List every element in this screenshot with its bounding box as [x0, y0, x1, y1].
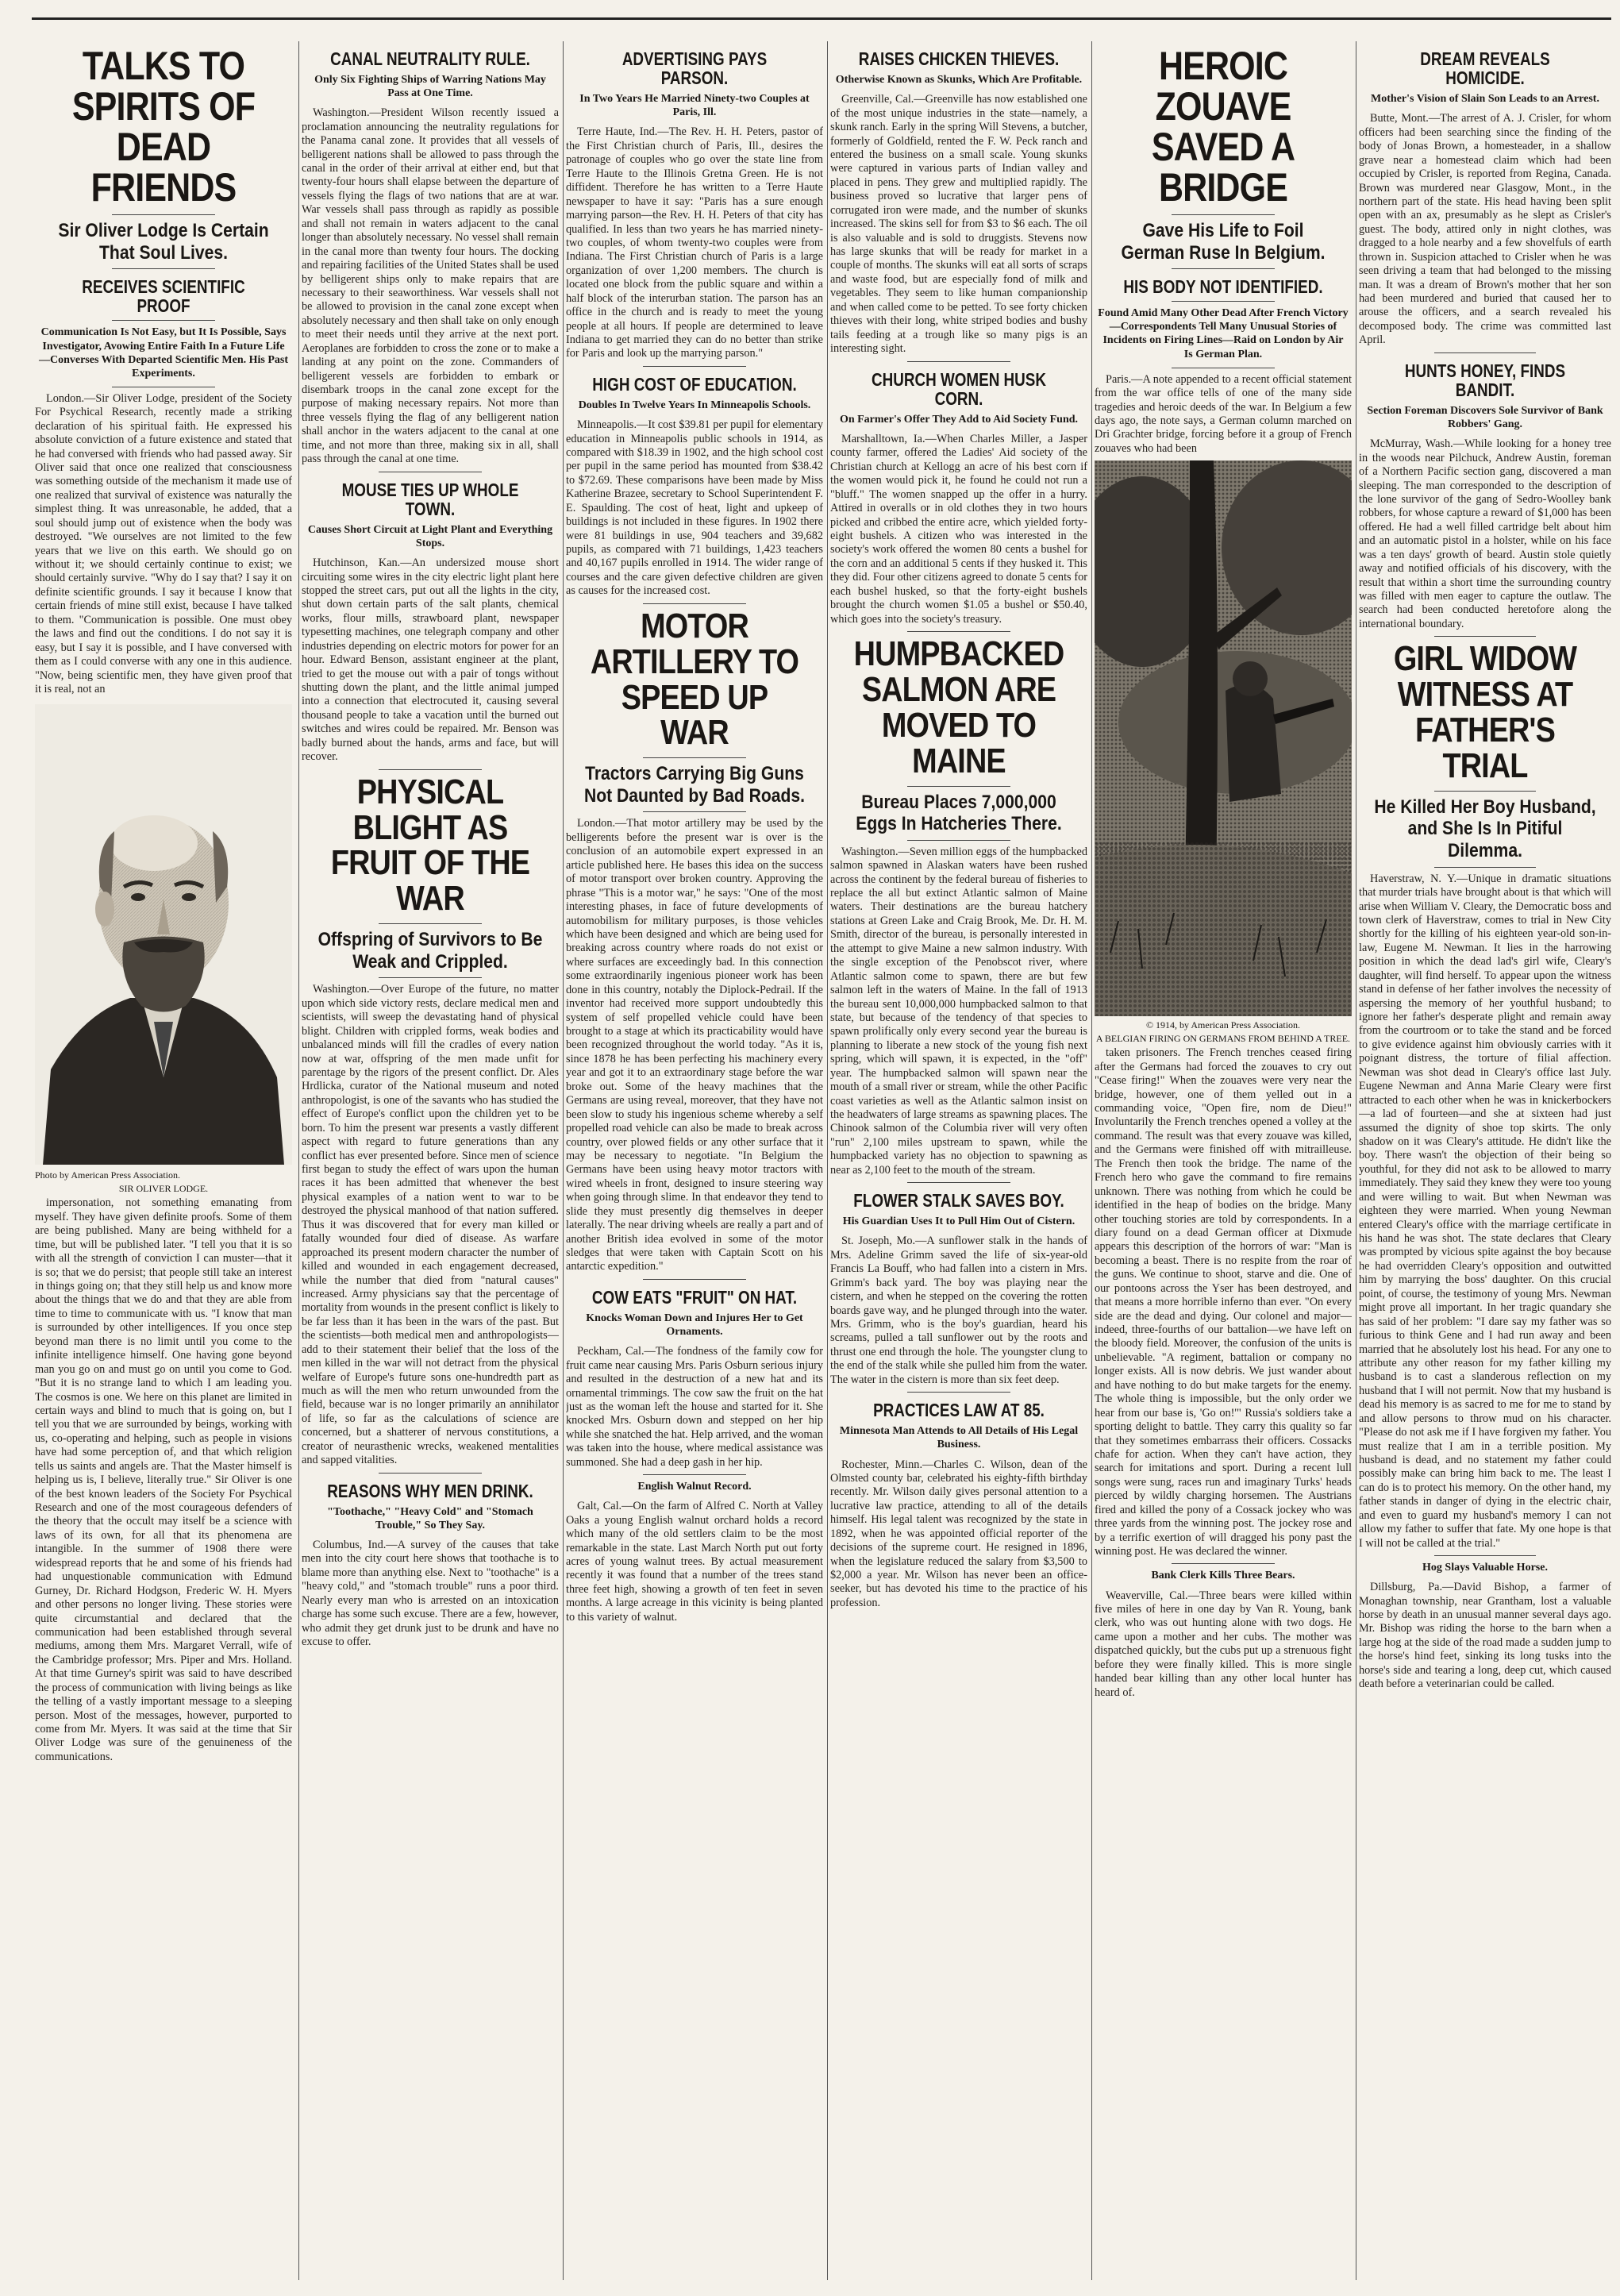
column-5: [1095, 41, 1352, 2280]
deck: In Two Years He Married Ninety-two Couples at Paris, Ill.: [579, 93, 810, 119]
article-body: London.—That motor artillery may be used by the belligerents before the present war is over is the conclusion of an automobile expert expressed in an article published here. He bases this idea on the success of motor transport over broken country. Approving the phrase "This is a motor war," he says: "One of the most interesting phases, in face of future developments of automobilism for military purposes, is those vehicles which have been designed and which are being used for breaking across country where roads do not exist or where surfaces are exceedingly bad. In this connection some extraordinarily ingenious pioneer work has been done in this country, notably the Diplock-Pedrail. If the inventor had received more support undoubtedly this system of self propelled vehicle could have been brought to a stage at which its practicability would have been recognized throughout the world today. "As it is, since 1878 he has been perfecting his machinery every year and got it to an extraordinary stage before the war broke out. Some of the heavy machines that the Germans are using reveal, moreover, that they have not been slow to study his ingenious scheme whereby a self propelled road vehicle can also be made to break across country, over plowed fields or any other surface that it may be necessary to negotiate. "In Belgium the Germans have been using heavy motor tractors with wired wheels in front, designed to insure steering way when going through slime. In that endeavor they tend to slide they must presently dig themselves in deeper laterally. The near driving wheels are really a part and of another British idea evolved in some of the motor sledges that were taken with Captain Scott on his antarctic expedition.": [566, 817, 823, 1273]
article-body: Terre Haute, Ind.—The Rev. H. H. Peters, pastor of the First Christian church of Paris, Ill., desires the patronage of couples who go over the state line from Terre Haute to the Illinois Gretna Green. He is not diffident. Therefore he has written to a Terre Haute newspaper to have it say: "Paris has a sure enough marrying parson—the Rev. H. H. Peters of that city has qualified. In less than two years he has married ninety-two couples, of whom twenty-two couples were from Indiana. The First Christian church of Paris is a large organization of over 1,200 members. The church is located one block from the public square and within a half block of the interurban station. The parson has an office in the church and is ready to meet the young people at all hours. If people are determined to leave Indiana to get married they can do no better than strike for Paris and look up the marrying parson.": [566, 125, 823, 360]
article-body: Washington.—President Wilson recently issued a proclamation announcing the neutrality regulations for the Panama canal zone. It provides that all vessels of belligerent nations shall be allowed to pass through the canal in the order of their arrival at either end, but that twenty-four hours shall elapse between the departure of vessels flying the flags of two nations that are at war. War vessels shall pass through as rapidly as possible and shall not remain in waters adjacent to the canal longer than absolutely necessary. No vessel shall remain in the canal more than twenty four hours. The docking and repairing facilities of the United States shall be used by belligerent ships only to make repairs that are necessary to their seaworthiness. War vessels shall not be allowed to provision in the canal zone except when absolutely necessary and then shall take on only enough to meet their needs until they arrive at the next port. Aeroplanes are forbidden to cross the zone or to make a landing at any point on the zone. Commanders of belligerent vessels are forbidden to embark or disembark troops in the canal zone except for the purpose of making necessary repairs. Not more than three vessels flying the flag of any belligerent nation shall anchor in the waters adjacent to the canal at one time, and not more than three, making six in all, shall pass through the canal at one time.: [302, 106, 559, 466]
subhead: RECEIVES SCIENTIFIC PROOF: [82, 276, 245, 317]
article-body: impersonation, not something emanating from myself. They have given definite proofs. Some of them are being published. Many are being withheld for a time, but will be published later. "I tell you that it is so with all the strength of conviction I can muster—that it is so; that we do persist; that people still take an interest in things going on; that they still help us and know more about the things that we do and that they are able from time to time to communicate with us. "I know that man is surrounded by other intelligences. If you once step beyond man there is no limit until you come to the infinite intelligence himself. One having gone beyond man you go on and must go on until you come to God. "But it is no strange land to which I am leading you. The cosmos is one. We here on this planet are limited in certain ways and blind to much that is going on, but I tell you that we are surrounded by beings, working with us, co-operating and helping, such as people in visions have had some perception of, and that which religion tells us saints and angels are. That the Master himself is helping us is, I believe, literally true." Sir Oliver is one of the best known leaders of the Society For Psychical Research and one of the most courageous defenders of the theory that the occult may itself be a science with laws of its own, for all that its phenomena are intangible. In the summer of 1908 there were widespread reports that he and some of his friends had had unquestionable communication with Edmund Gurney, Dr. Richard Hodgson, Frederic W. H. Myers and other persons no longer living. These stories were quite circumstantial and declared that the communication had been established through several mediums, among them Mrs. Margaret Verrall, wife of the Cambridge professor; Mrs. Piper and Mrs. Holland. At that time Gurney's spirit was said to have described the process of communication with living beings as like the telling of a vastly important message to a sleeping person. Most of the messages, however, purported to come from Mr. Myers. It was said at the time that Sir Oliver Lodge was sure of the genuineness of the communications.: [35, 1196, 292, 1763]
headline: PHYSICAL BLIGHT AS FRUIT OF THE WAR: [330, 772, 530, 919]
column-rule: [827, 41, 828, 2280]
photo-credit: © 1914, by American Press Association.: [1145, 1019, 1301, 1031]
headline: GIRL WIDOW WITNESS AT FATHER'S TRIAL: [1393, 639, 1577, 785]
photo-caption: A BELGIAN FIRING ON GERMANS FROM BEHIND A TREE.: [1095, 1033, 1351, 1045]
subhead: He Killed Her Boy Husband, and She Is In Pitiful Dilemma.: [1374, 796, 1596, 862]
article-body: taken prisoners. The French trenches ceased firing after the Germans had forced the zouaves to cry out "Cease firing!" When the zouaves were very near the bridge, however, one of them yelled out in a commanding voice, "Open fire, nom de Dieu!" Involuntarily the French trenches opened a volley at the command. The result was that every zouave was killed, and the Germans were finished off with mitrailleuse. The French then took the bridge. The name of the French hero who gave the command to fire remains unknown. There was nothing from which he could be identified in the heap of bodies on the bridge. Many other touching stories are told by correspondents. In a diary found on a dead German officer at Dixmude appears this description of the horrors of war: "Man is becoming a beast. There is no respite from the roar of the guns. We continue to shoot, starve and die. One of our pontoons across the Yser has been destroyed, and that means a more horrible inferno than ever. "On every side are the dead and dying. Our colonel and major—indeed, three-fourths of our battalion—we have left on the bloody field. Moreover, the confusion of the units is unbelievable. "A regiment, battalion or company no longer exists. All is now debris. We just wander about and have nothing to do but make targets for the enemy. The whole thing is impossible, but the only order we hear from our base is, 'Go on!'" Russia's soldiers take a sporting delight to battle. They carry this quality so far that they sometimes embarrass their officers. Cossacks chafe for action. When they can't have action, they search for imitations and sport. During a recent lull songs were sung, races run and imaginary Turks' heads pierced by wildly charging horsemen. The Austrians fired and killed the pony of a Cossack jockey who was three yards from the winning post. The jockey rose and by a terrific exertion of will dragged his pony past the winning post. He was declared the winner.: [1095, 1046, 1352, 1558]
deck: Found Amid Many Other Dead After French Victory—Correspondents Tell Many Unusual Stories of Incidents on Firing Lines—Raid on London by Air Is German Plan.: [1098, 307, 1349, 360]
subhead: HIS BODY NOT IDENTIFIED.: [1123, 276, 1323, 298]
article-body: Minneapolis.—It cost $39.81 per pupil for elementary education in Minneapolis public schools in 1914, as compared with $18.39 in 1902, and the high school cost per pupil in the same period has mounted from $38.42 to $72.69. These comparisons have been made by Miss Katherine Brazee, secretary to School Superintendent F. E. Spaulding. The cost of heat, light and upkeep of buildings is not included in these figures. In 1902 there were 81 buildings in use, 904 teachers and 39,682 pupils, as compared with 71 buildings, 1,423 teachers and 40,167 pupils enrolled in 1914. The wider range of courses and the care given defective children are given as causes for the increased cost.: [566, 418, 823, 598]
column-3: [566, 41, 823, 2280]
top-rule: [32, 17, 1611, 20]
war-image: [1095, 460, 1352, 1016]
column-4: [830, 41, 1087, 2280]
subhead: Sir Oliver Lodge Is Certain That Soul Lives.: [58, 220, 269, 264]
photo-caption: SIR OLIVER LODGE.: [118, 1183, 209, 1195]
deck: His Guardian Uses It to Pull Him Out of Cistern.: [842, 1215, 1076, 1228]
headline: CANAL NEUTRALITY RULE.: [330, 48, 530, 69]
portrait-image: [35, 704, 292, 1165]
headline: MOTOR ARTILLERY TO SPEED UP WAR: [590, 606, 799, 753]
headline: COW EATS "FRUIT" ON HAT.: [591, 1286, 798, 1308]
headline: HIGH COST OF EDUCATION.: [592, 373, 797, 395]
headline: RAISES CHICKEN THIEVES.: [858, 48, 1060, 69]
subhead: Gave His Life to Foil German Ruse In Belgium.: [1121, 220, 1326, 264]
headline: HUMPBACKED SALMON ARE MOVED TO MAINE: [853, 634, 1064, 780]
subhead: Tractors Carrying Big Guns Not Daunted by Bad Roads.: [583, 763, 806, 807]
column-2: [302, 41, 559, 2280]
photo-credit: Photo by American Press Association.: [35, 1169, 180, 1181]
deck: "Toothache," "Heavy Cold" and "Stomach Trouble," So They Say.: [327, 1505, 533, 1531]
headline: HEROIC ZOUAVE SAVED A BRIDGE: [1151, 44, 1295, 210]
column-rule: [563, 41, 564, 2280]
article-body: Butte, Mont.—The arrest of A. J. Crisler, for whom officers had been searching since the finding of the body of Jonas Brown, a homesteader, in a shallow grave near a homestead claim which had been occupied by Crisler, is reported from Regina, Canada. Brown was murdered near Glasgow, Mont., in the northern part of the state. His head having been split open with an ax, presumably as he slept as Crisler's guest. The body, attired only in night clothes, was dragged to a hole nearby and a few shovelfuls of earth thrown in. Suspicion attached to Crisler when he was seen driving a team that had belonged to the missing man. It was a dream of Brown's mother that her son had been murdered and buried that caused her to arouse the officers, and a search revealed his decomposed body. The crime was committed last April.: [1359, 112, 1611, 347]
deck: On Farmer's Offer They Add to Aid Society Fund.: [839, 413, 1079, 426]
deck: Otherwise Known as Skunks, Which Are Profitable.: [835, 74, 1083, 87]
article-body: London.—Sir Oliver Lodge, president of the Society For Psychical Research, recently made a striking declaration of his spiritual faith. He expressed his absolute conviction of a future existence and stated that he had conversed with friends who had passed away. Sir Oliver said that once one realized that consciousness was something outside of the mechanism it made use of one realized that survival of existence was naturally the simplest thing. It was unreasonable, he added, that a soul should jump out of existence when the body was destroyed. "We ourselves are not limited to the few years that we live on this earth. We should go on without it; we should certainly continue to exist; we should certainly survive. "Why do I say that? I say it on definite scientific grounds. I say it because I know that certain friends of mine still exist, because I have talked to them. "Communication is possible. One must obey the laws and find out the conditions. I do not say it is easy, but I say it is possible, and I have conversed with them as I could converse with any one in this audience. "Now, being scientific men, they have given proof that it is real, not an: [35, 391, 292, 695]
headline: REASONS WHY MEN DRINK.: [327, 1480, 533, 1501]
deck: Minnesota Man Attends to All Details of His Legal Business.: [839, 1425, 1079, 1451]
deck: Only Six Fighting Ships of Warring Nations May Pass at One Time.: [314, 74, 546, 100]
headline: PRACTICES LAW AT 85.: [873, 1400, 1045, 1421]
deck: Mother's Vision of Slain Son Leads to an Arrest.: [1371, 93, 1599, 106]
headline: Hog Slays Valuable Horse.: [1422, 1562, 1548, 1574]
article-body: Rochester, Minn.—Charles C. Wilson, dean of the Olmsted county bar, celebrated his eighty-fifth birthday recently. Mr. Wilson daily gives personal attention to a lucrative law practice, attending to all of the details himself. His legal talent was recognized by the state in 1892, when he was appointed official reporter of the decisions of the supreme court. He resigned in 1896, when the legislature reduced the salary from $3,500 to $2,000 a year. Mr. Wilson has never been an office-seeker, but has devoted his time to the practice of his profession.: [830, 1458, 1087, 1609]
headline: English Walnut Record.: [637, 1481, 752, 1493]
article-body: McMurray, Wash.—While looking for a honey tree in the woods near Pilchuck, Andrew Austin, foreman of a Northern Pacific section gang, discovered a man sleeping. The man corresponded to the description of the lone survivor of the gang of Sedro-Woolley bank robbers, for whose capture a reward of $1,000 has been offered. He had a well filled cartridge belt about him and an automatic pistol in a holster, while on his face was a ten days' growth of beard. Austin stole quietly away and notified officials of his discovery, with the result that within a short time the surrounding country was filled with men eager to capture the outlaw. The search had been conducted heretofore along the international boundary.: [1359, 437, 1611, 630]
article-body: Columbus, Ind.—A survey of the causes that take men into the city court here shows that toothache is to blame more than anything else. Next to "toothache" is a "heavy cold," and "stomach trouble" runs a poor third. Nearly every man who is arrested on an intoxication charge has some such excuse. There are a few, however, who admit they get drunk just to be drunk and have no excuse to offer.: [302, 1538, 559, 1649]
column-rule: [298, 41, 299, 2280]
column-1: [35, 41, 292, 2280]
article-body: Peckham, Cal.—The fondness of the family cow for fruit came near causing Mrs. Paris Osburn serious injury and resulted in the destruction of a new hat and its ornamental trimmings. The cow saw the fruit on the hat just as the woman left the house and started for it. She knocked Mrs. Osburn down and stepped on her hip while she snatched the hat. Help arrived, and the woman was taken into the house, where medical assistance was summoned. She had a deep gash in her hip.: [566, 1345, 823, 1469]
article-body: Washington.—Over Europe of the future, no matter upon which side victory rests, declare medical men and scientists, will sweep the devastating hand of physical blight. Children with crippled forms, weak bodies and unbalanced minds will fill the cradles of every nation now at war, offspring of the men made unfit for parentage by the rigors of the present conflict. Dr. Ales Hrdlicka, curator of the National museum and noted anthropologist, is one of the savants who has studied the effect of Europe's conflict upon the children yet to be born. To him the present war presents a vastly different aspect with regard to future generations than any conflict has ever presented before. Since men of science first began to study the effect of wars upon the human races it has been admitted that whenever the best physical examples of a nation went to war to be destroyed the physical manhood of that nation suffered. Thus it was discovered that for every man killed or fatally wounded four died of disease. As warfare approached its present modern character the number of killed and wounded in each engagement decreased, while the number that died from "natural causes" increased. Army physicians say that the percentage of mortality from wounds in the present conflict is likely to be far less than it has been in the wars of the past. But the scientists—both medical men and anthropologists—add to their statement their belief that the loss of the men killed in the war will not detract from the physical welfare of Europe's future sons one-hundredth part as much as will the men who return unwounded from the field, because war is no longer primarily an annihilator of life, so far as the calculations of science are concerned, but a shatterer of nervous constitutions, a creator of neurasthenic wrecks, weakened mentalities and sapped vitalities.: [302, 983, 559, 1467]
deck: Communication Is Not Easy, but It Is Possible, Says Investigator, Avowing Entire Faith In a Future Life—Converses With Departed Scientific Men. His Past Experiments.: [38, 326, 289, 379]
article-body: Greenville, Cal.—Greenville has now established one of the most unique industries in the state—namely, a skunk ranch. Early in the spring Will Stevens, a butcher, formerly of Goldfield, rented the F. W. Peck ranch and entered the business on a small scale. Young skunks were captured in various parts of Indian valley and placed in pens. They grew and multiplied rapidly. The business proved so lucrative that larger pens of corrugated iron were made, and the number of skunks increased. The skins sell for from $3 to $6 each. The oil is also valuable and is sold to druggists. Stevens now has large skunks that will be ready for market in a couple of months. The skunks will eat all sorts of scraps and waste food, but are especially fond of milk and vegetables. They seem to like human companionship and when called come to be petted. To see forty chicken thieves with their long, white striped bodies and bushy tails feeding at a trough like so many pigs is an interesting sight.: [830, 93, 1087, 356]
article-body: Hutchinson, Kan.—An undersized mouse short circuiting some wires in the city electric light plant here stopped the street cars, put out all the lights in the city, shut down certain parts of the salt plants, chemical works, flour mills, strawboard plant, newspaper typesetting machines, one telegraph company and other industries depending on electric motors for power for an hour. Edward Benson, assistant engineer at the plant, tried to get the mouse out with a pair of tongs without shutting down the plant, and the little animal jumped into a connection that electrocuted it, causing several thousand people to take a vacation until the burned out switches and wires could be repaired. Mr. Benson was badly burned about the hands, arms and face, but will recover.: [302, 557, 559, 764]
article-body: Weaverville, Cal.—Three bears were killed within five miles of here in one day by Van R. Young, bank clerk, who was out hunting alone with two dogs. He came upon a mother and her cubs. The mother was dispatched quickly, but the cubs put up a strenuous fight before they were finally killed. This is more single handed bear killing than any other local hunter has heard of.: [1095, 1589, 1352, 1699]
headline: FLOWER STALK SAVES BOY.: [853, 1190, 1064, 1212]
headline: Bank Clerk Kills Three Bears.: [1151, 1570, 1295, 1582]
column-6: [1359, 41, 1611, 2280]
headline: ADVERTISING PAYS PARSON.: [621, 48, 768, 89]
headline: CHURCH WOMEN HUSK CORN.: [871, 368, 1047, 409]
article-body: Marshalltown, Ia.—When Charles Miller, a Jasper county farmer, offered the Ladies' Aid society of the Christian church at Kellogg an acre of his best corn if the women would pick it, he found he could not run a "bluff." The women snapped up the offer in a hurry. Attired in overalls or in old clothes they in two hours picked and cribbed the entire acre, which yielded forty-eight bushels. A citizen who was interested in the society's work offered the women 80 cents a bushel for the corn and an additional 5 cents if they husked it. This they did. Four other citizens agreed to donate 5 cents for each bushel husked, so that the forty-eight bushels brought the church women $1.05 a bushel or $50.40, which goes into the society's treasury.: [830, 432, 1087, 626]
article-body: St. Joseph, Mo.—A sunflower stalk in the hands of Mrs. Adeline Grimm saved the life of six-year-old Francis La Bouff, who had fallen into a cistern in Mrs. Grimm's back yard. The boy was playing near the cistern, and when he stepped on the covering the rotten boards gave way, and he plunged through into the water. Mrs. Grimm, who is the boy's guardian, heard his screams, pulled a tall sunflower out by the roots and thrust one end through the hole. The youngster clung to the end of the stalk while she pulled him from the water. The water in the cistern is more than six feet deep.: [830, 1235, 1087, 1386]
headline: HUNTS HONEY, FINDS BANDIT.: [1404, 360, 1566, 400]
article-body: Paris.—A note appended to a recent official statement from the war office tells of one of the many side tragedies and heroic deeds of the war. In Belgium a few days ago, the note says, a German column marched on Dri Grachter bridge, forcing before it a group of French zouaves who had been: [1095, 372, 1352, 455]
deck: Section Foreman Discovers Sole Survivor of Bank Robbers' Gang.: [1367, 405, 1603, 431]
article-body: Galt, Cal.—On the farm of Alfred C. North at Valley Oaks a young English walnut orchard holds a record which many of the old settlers claim to be the most remarkable in the state. Last March North put out forty acres of young walnut trees. By actual measurement recently it was found that a number of the trees stand three feet high, showing a growth of ten feet in seven months. A large acreage in this vicinity is being planted to this variety of walnut.: [566, 1500, 823, 1624]
article-body: Dillsburg, Pa.—David Bishop, a farmer of Monaghan township, near Grantham, lost a valuable horse by death in an unusual manner several days ago. Mr. Bishop was riding the horse to the barn when a large hog at the side of the road made a sudden jump to the horse's hind feet, sinking its long tusks into the horse's side and tearing a long, deep cut, which caused death before a veterinarian could be called.: [1359, 1581, 1611, 1691]
article-body: Washington.—Seven million eggs of the humpbacked salmon spawned in Alaskan waters have been rushed across the continent by the federal bureau of fisheries to replace the all but extinct Atlantic salmon of Maine waters. Their destinations are the bureau hatchery stations at Green Lake and Craig Brook, Me. Dr. H. M. Smith, director of the bureau, is personally interested in the attempt to give Maine a new salmon industry. With the single exception of the Penobscot river, where Atlantic salmon come to spawn, there are but few salmon left in the waters of Maine. In the fall of 1913 the bureau sent 10,000,000 humpbacked salmon to that state, but because of the tendency of that species to spawn prolifically only every second year the bureau is planning to liberate a new stock of the young fish next spring, which will spawn, it is expected, in the "off" year. The humpbacked salmon will spawn near the mouth of a small river or stream, while the other Pacific coast varieties as well as the Atlantic salmon insist on the headwaters of large streams as spawning places. The Chinook salmon of the Columbia river will very often "run" 2,100 miles upstream to spawn, while the humpbacked variety has no objection to spawning as near as 2,100 feet to the mouth of the stream.: [830, 845, 1087, 1177]
headline: TALKS TO SPIRITS OF DEAD FRIENDS: [71, 44, 256, 210]
deck: Doubles In Twelve Years In Minneapolis Schools.: [578, 399, 811, 412]
portrait-photo: [35, 704, 292, 1165]
newspaper-page: [32, 17, 1611, 2288]
deck: Causes Short Circuit at Light Plant and Everything Stops.: [307, 523, 553, 550]
headline: DREAM REVEALS HOMICIDE.: [1420, 48, 1550, 89]
article-body: Haverstraw, N. Y.—Unique in dramatic situations that murder trials have brought about is that which will arise when William V. Cleary, the Democratic boss and town clerk of Haverstraw, comes to trial in New City shortly for the killing of his eighteen year-old son-in-law, Eugene M. Newman. It lies in the harrowing position in which the dead lad's girl wife, Cleary's daughter, will find herself. To appear upon the witness stand in defense of her father involves the necessity of aspersing the memory of her youthful husband; to ignore her father's desperate plight and remain away from the courtroom or to take the stand and be forced to give evidence against him obviously carries with it poignant distress, the torture of filial affection. Newman was shot dead in Cleary's office last July. Eugene Newman and Anna Marie Cleary were first attracted to each other when he was in knickerbockers—a lad of fourteen—and she at sixteen had just assumed the dignity of shoe top skirts. The only shadow on it was Cleary's attitude. He didn't like the boy. There wasn't the objection of their being so youthful, for they did not ask to be allowed to marry immediately. They said they knew they were too young and were willing to wait. But when Newman was eighteen they were married. When young Newman entered Cleary's office with the marriage certificate in his hand he was shot. The state declares that Cleary was prompted by vicious spite against the boy because he had overridden Cleary's opposition and outwitted him by marrying the boss' daughter. On this crucial point, of course, the testimony of young Mrs. Newman might prove all important. In her tragic quandary she has said of her problem: "I dare say my father was so furious to think Gene and I had run away and been married that he absolutely lost his head. For any one to attribute any other reason for my father killing my husband is to cast a slanderous reflection on my husband that I will not permit. Now that my husband is dead his memory is as sacred to me for me to stand by and allow persons to throw mud on his character. "Please do not ask me if I have forgiven my father. You must realize that I am in a terrible position. My husband is dead, and no statement my father could possibly make can bring him back to me. The least I can do is to protect his memory. On the other hand, my father stands in danger of dying in the electric chair, and even to guard my husband's memory I can not allow my father to suffer that fate. My one hope is that I will not be called at the trial.": [1359, 872, 1611, 1550]
deck: Knocks Woman Down and Injures Her to Get Ornaments.: [586, 1312, 803, 1339]
subhead: Bureau Places 7,000,000 Eggs In Hatcheries There.: [856, 791, 1062, 835]
column-rule: [1091, 41, 1092, 2280]
war-photo: [1095, 460, 1352, 1016]
headline: MOUSE TIES UP WHOLE TOWN.: [341, 479, 519, 519]
subhead: Offspring of Survivors to Be Weak and Crippled.: [317, 929, 543, 973]
